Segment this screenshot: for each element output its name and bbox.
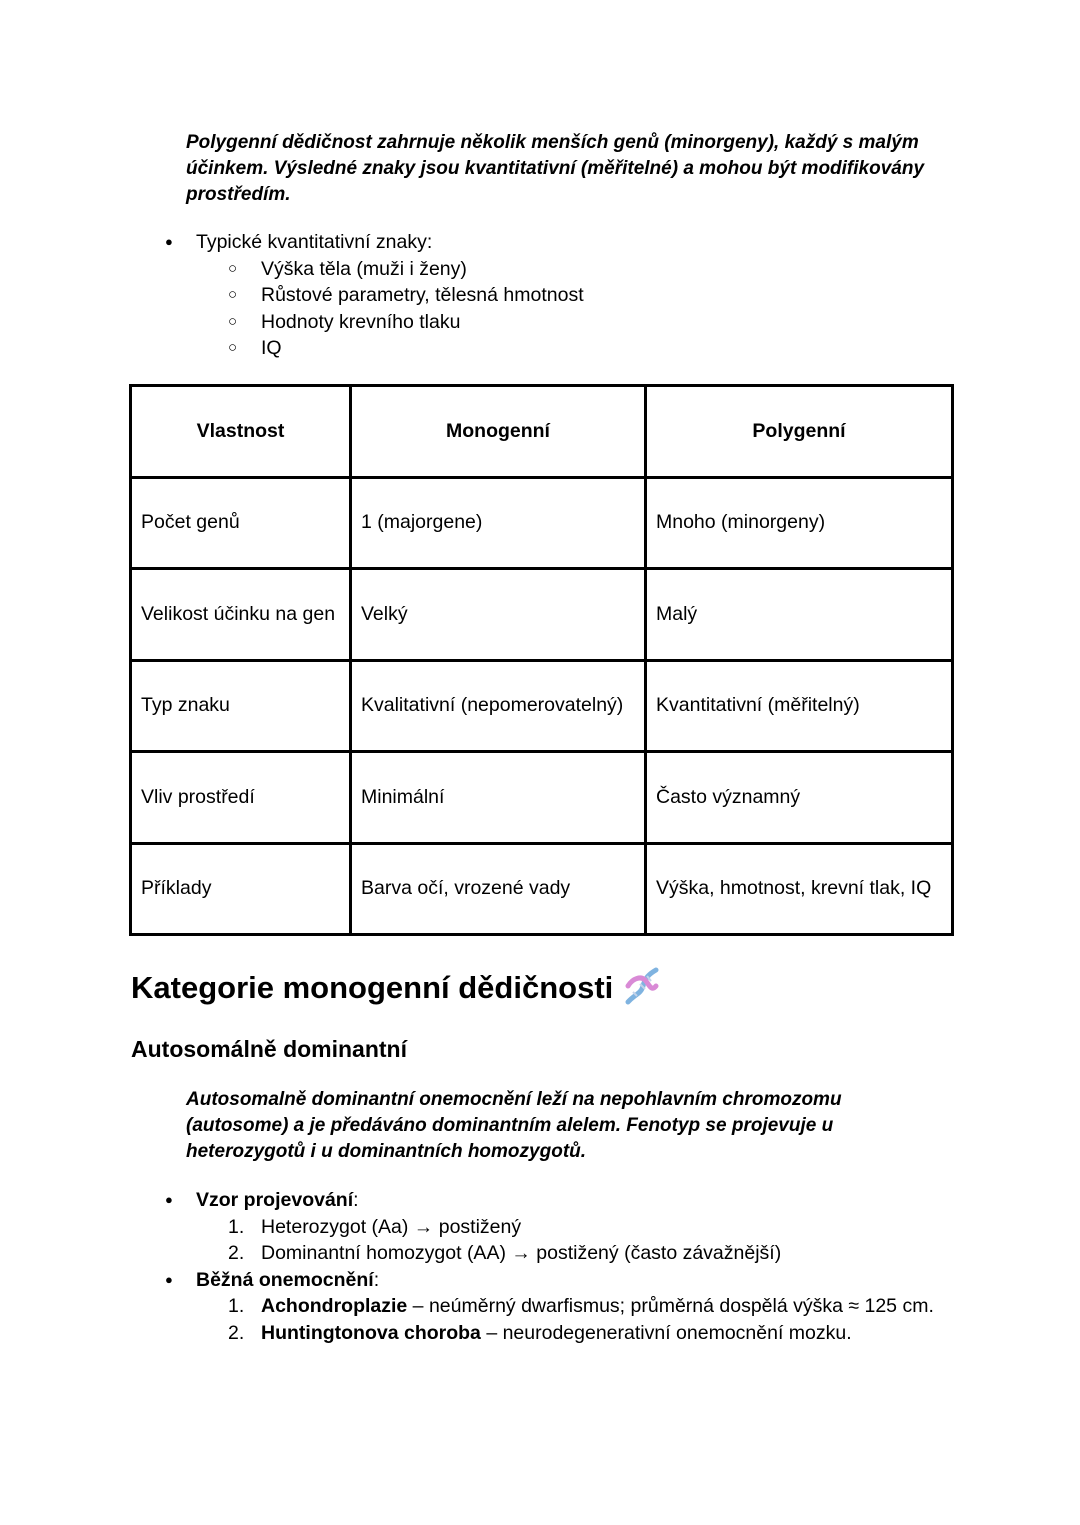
table-cell: Výška, hmotnost, krevní tlak, IQ [646, 843, 953, 935]
diseases-colon: : [373, 1268, 380, 1291]
dna-icon [623, 966, 661, 1014]
subsection-title: Autosomálně dominantní [131, 1036, 407, 1062]
header-cell: Monogenní [351, 386, 646, 478]
header-cell: Polygenní [646, 386, 953, 478]
list-item: ○ Růstové parametry, tělesná hmotnost [196, 282, 1040, 309]
polygenic-definition: Polygenní dědičnost zahrnuje několik menších genů (minorgeny), každý s malým účinkem. Výsledné znaky jsou kvantitativní (měřitelné) a mohou být modifikovány prostředím. [186, 132, 925, 205]
diseases-bullet [160, 1267, 1040, 1347]
table-cell: Velikost účinku na gen [131, 569, 351, 661]
table-cell: Počet genů [131, 477, 351, 569]
list-item: 1. Heterozygot (Aa) → postižený [228, 1215, 522, 1238]
header-cell: Vlastnost [131, 386, 351, 478]
list-item: ○ Hodnoty krevního tlaku [196, 309, 1040, 336]
table-cell: Mnoho (minorgeny) [646, 477, 953, 569]
table-row [131, 569, 953, 661]
autosomal-dominant-definition: Autosomalně dominantní onemocnění leží na nepohlavním chromozomu (autosome) a je předáváno dominantním alelem. Fenotyp se projevuje u heterozygotů i u dominantních homozygotů. [186, 1089, 842, 1162]
table-cell: Vliv prostředí [131, 752, 351, 844]
traits-bullet [160, 229, 1040, 362]
traits-sublist [196, 256, 1040, 362]
table-cell: Barva očí, vrozené vady [351, 843, 646, 935]
table-header-row [131, 386, 953, 478]
table-cell: Velký [351, 569, 646, 661]
list-item-text: Heterozygot (Aa) → postižený [261, 1215, 522, 1238]
table-row [131, 752, 953, 844]
list-item: 1. Achondroplazie – neúměrný dwarfismus; průměrná dospělá výška ≈ 125 cm. [228, 1295, 934, 1317]
diseases-sublist [196, 1293, 1040, 1346]
list-item: ○ Výška těla (muži i ženy) [196, 256, 1040, 283]
traits-list [160, 229, 1040, 362]
table-cell: Malý [646, 569, 953, 661]
section-title [131, 966, 661, 1014]
ad-list [160, 1187, 1040, 1346]
disease-desc: – neúměrný dwarfismus; průměrná dospělá výška ≈ 125 cm. [407, 1295, 934, 1317]
list-item: 2. Huntingtonova choroba – neurodegenerativní onemocnění mozku. [228, 1321, 852, 1344]
pattern-colon: : [353, 1189, 359, 1211]
table-cell: Kvalitativní (nepomerovatelný) [351, 660, 646, 752]
pattern-sublist [196, 1214, 1040, 1267]
table-row [131, 843, 953, 935]
comparison-table [129, 384, 954, 936]
list-item: 2. Dominantní homozygot (AA) → postižený (často závažnější) [228, 1242, 782, 1264]
diseases-label: Běžná onemocnění [196, 1268, 374, 1291]
pattern-bullet [160, 1187, 1040, 1267]
list-item: ○ IQ [196, 335, 1040, 362]
section-title-text: Kategorie monogenní dědičnosti [131, 970, 614, 1006]
table-cell: Příklady [131, 843, 351, 935]
list-item-text: Dominantní homozygot (AA) → postižený (často závažnější) [261, 1242, 782, 1264]
table-cell: 1 (majorgene) [351, 477, 646, 569]
table-cell: Typ znaku [131, 660, 351, 752]
traits-heading: Typické kvantitativní znaky: [196, 231, 433, 253]
table-row [131, 660, 953, 752]
table-cell: Často významný [646, 752, 953, 844]
table-cell: Minimální [351, 752, 646, 844]
disease-name: Achondroplazie [261, 1295, 408, 1317]
pattern-label: Vzor projevování [196, 1189, 354, 1211]
table-row [131, 477, 953, 569]
disease-desc: – neurodegenerativní onemocnění mozku. [480, 1321, 852, 1344]
table-cell: Kvantitativní (měřitelný) [646, 660, 953, 752]
disease-name: Huntingtonova choroba [261, 1321, 481, 1344]
